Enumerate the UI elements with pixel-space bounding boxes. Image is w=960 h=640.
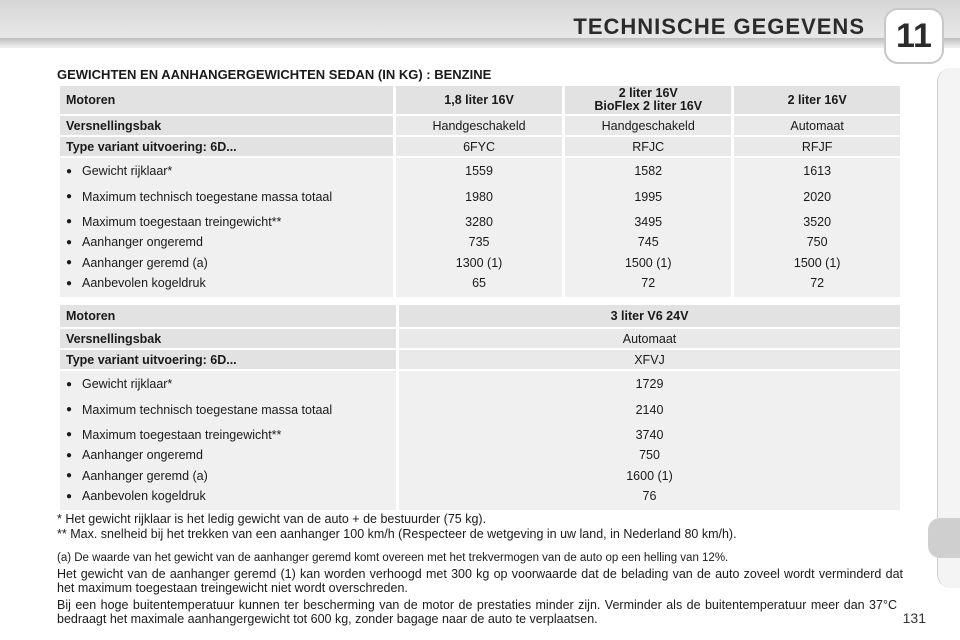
footnote-a: (a) De waarde van het gewicht van de aanhanger geremd komt overeen met het trekvermogen van de auto op een helling van 12%. xyxy=(57,552,729,564)
spec-item: Aanhanger ongeremd xyxy=(82,235,203,250)
value-cell: 3740 xyxy=(635,427,664,442)
chapter-number-badge: 11 xyxy=(884,8,944,64)
spec-item: Aanbevolen kogeldruk xyxy=(82,489,206,504)
spec-values-column xyxy=(399,371,900,510)
bullet-icon: ● xyxy=(66,216,73,228)
type-label: Type variant uitvoering: 6D... xyxy=(60,137,393,156)
value-cell: 72 xyxy=(641,276,656,291)
value-cell: 1613 xyxy=(803,164,832,179)
spec-item: Maximum technisch toegestane massa totaal xyxy=(82,189,333,204)
value-cell: 72 xyxy=(810,276,825,291)
bullet-icon: ● xyxy=(66,429,73,441)
spec-values-column xyxy=(565,158,731,297)
spec-values-column xyxy=(734,158,900,297)
weights-table-1 xyxy=(57,84,903,299)
value-cell: 1600 (1) xyxy=(626,468,673,483)
value-cell: 2020 xyxy=(803,189,832,204)
bullet-icon: ● xyxy=(66,378,73,390)
chapter-title: TECHNISCHE GEGEVENS xyxy=(573,14,865,39)
spec-item: Maximum toegestaan treingewicht** xyxy=(82,214,282,229)
footnote-2: ** Max. snelheid bij het trekken van een aanhanger 100 km/h (Respecteer de wetgeving in uw land, in Nederland 80 km/h). xyxy=(57,527,737,541)
value-cell: 1500 (1) xyxy=(624,255,672,270)
bullet-icon: ● xyxy=(66,236,73,248)
value-cell: 1300 (1) xyxy=(455,255,503,270)
bullet-icon: ● xyxy=(66,165,73,177)
value-cell: 1729 xyxy=(635,377,664,392)
side-chapter-tab[interactable] xyxy=(928,518,960,558)
page-number: 131 xyxy=(902,610,926,626)
spec-items xyxy=(60,371,396,510)
value-cell: 3280 xyxy=(465,214,493,229)
value-cell: 76 xyxy=(642,489,657,504)
type-label: Type variant uitvoering: 6D... xyxy=(60,350,396,369)
type-cell: 6FYC xyxy=(396,137,562,156)
motoren-label: Motoren xyxy=(60,305,396,327)
gearbox-cell: Automaat xyxy=(399,329,900,348)
versnellingsbak-label: Versnellingsbak xyxy=(60,116,393,135)
bullet-icon: ● xyxy=(66,470,73,482)
engine-header: 2 liter 16V BioFlex 2 liter 16V xyxy=(565,86,731,114)
bullet-icon: ● xyxy=(66,277,73,289)
bullet-icon: ● xyxy=(66,449,73,461)
value-cell: 750 xyxy=(639,448,660,463)
bullet-icon: ● xyxy=(66,191,73,202)
spec-values-column xyxy=(396,158,562,297)
value-cell: 2140 xyxy=(635,402,664,417)
bullet-icon: ● xyxy=(66,490,73,502)
engine-header: 1,8 liter 16V xyxy=(396,86,562,114)
value-cell: 750 xyxy=(806,235,828,250)
paragraph-high-temperature: Bij een hoge buitentemperatuur kunnen ter bescherming van de motor de prestaties minder zijn. Verminder als de buitentemperatuur meer dan 37°C bedraagt het maximale aanhangergewicht tot 600 kg, zonder bagage naar de auto te verplaatsen. xyxy=(57,598,897,626)
value-cell: 3520 xyxy=(803,214,832,229)
value-cell: 1559 xyxy=(465,164,493,179)
spec-item: Maximum toegestaan treingewicht** xyxy=(82,427,282,442)
value-cell: 735 xyxy=(468,235,490,250)
type-cell: RFJC xyxy=(565,137,731,156)
value-cell: 1582 xyxy=(634,164,663,179)
value-cell: 745 xyxy=(637,235,659,250)
type-cell: RFJF xyxy=(734,137,900,156)
value-cell: 1995 xyxy=(634,189,663,204)
side-tab-strip xyxy=(937,68,960,588)
engine-header: 2 liter 16V xyxy=(734,86,900,114)
weights-table-2 xyxy=(57,303,903,512)
spec-items xyxy=(60,158,393,297)
motoren-label: Motoren xyxy=(60,86,393,114)
gearbox-cell: Handgeschakeld xyxy=(396,116,562,135)
spec-item: Aanhanger ongeremd xyxy=(82,448,203,463)
spec-item: Aanbevolen kogeldruk xyxy=(82,276,206,291)
gearbox-cell: Automaat xyxy=(734,116,900,135)
spec-item: Gewicht rijklaar* xyxy=(82,377,173,392)
engine-header: 3 liter V6 24V xyxy=(399,305,900,327)
footnote-1: * Het gewicht rijklaar is het ledig gewicht van de auto + de bestuurder (75 kg). xyxy=(57,512,487,526)
spec-item: Aanhanger geremd (a) xyxy=(82,255,208,270)
bullet-icon: ● xyxy=(66,404,73,415)
value-cell: 1980 xyxy=(465,189,493,204)
versnellingsbak-label: Versnellingsbak xyxy=(60,329,396,348)
spec-item: Maximum technisch toegestane massa totaal xyxy=(82,402,333,417)
type-cell: XFVJ xyxy=(399,350,900,369)
bullet-icon: ● xyxy=(66,257,73,269)
section-title: GEWICHTEN EN AANHANGERGEWICHTEN SEDAN (IN KG) : BENZINE xyxy=(57,67,492,82)
value-cell: 1500 (1) xyxy=(793,255,841,270)
value-cell: 65 xyxy=(472,276,486,291)
spec-item: Gewicht rijklaar* xyxy=(82,164,173,179)
paragraph-trailer-weight: Het gewicht van de aanhanger geremd (1) kan worden verhoogd met 300 kg op voorwaarde dat de belading van de auto zoveel wordt verminderd dat het maximum toegestaan treingewicht niet wordt overschreden. xyxy=(57,567,903,595)
gearbox-cell: Handgeschakeld xyxy=(565,116,731,135)
value-cell: 3495 xyxy=(634,214,663,229)
spec-item: Aanhanger geremd (a) xyxy=(82,468,208,483)
